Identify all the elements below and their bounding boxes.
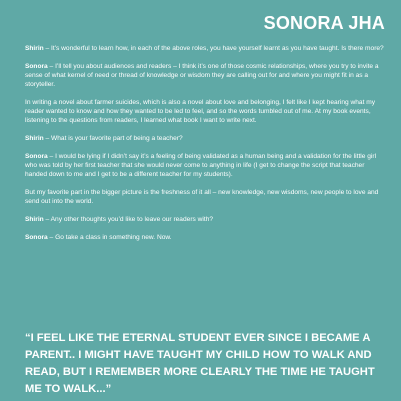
page-title: SONORA JHA xyxy=(263,13,385,33)
interview-body xyxy=(25,44,385,251)
speaker-name: Shirin xyxy=(25,216,44,224)
interview-paragraph xyxy=(25,62,385,90)
speaker-separator: – xyxy=(43,135,52,143)
paragraph-text: I’ll tell you about audiences and readers – I think it’s one of those cosmic relationships, where you try to invite a sense of what kernel of need or thread of knowledge or wisdom they are calling out for and where you might fit in as a storyteller. xyxy=(25,62,379,89)
speaker-separator: – xyxy=(43,216,51,224)
speaker-name: Sonora xyxy=(25,234,48,241)
paragraph-text: But my favorite part in the bigger picture is the freshness of it all – new knowledge, new wisdoms, new people to love and send out into the world. xyxy=(25,189,379,206)
paragraph-text: Any other thoughts you’d like to leave our readers with? xyxy=(50,216,214,224)
speaker-separator: – xyxy=(47,153,56,160)
interview-paragraph xyxy=(25,134,385,143)
paragraph-text: Go take a class in something new. Now. xyxy=(55,234,172,241)
interview-paragraph xyxy=(25,44,385,53)
paragraph-text: It’s wonderful to learn how, in each of the above roles, you have yourself learnt as you have taught. Is there more? xyxy=(51,45,384,52)
pull-quote: “I FEEL LIKE THE ETERNAL STUDENT EVER SINCE I BECAME A PARENT.. I MIGHT HAVE TAUGHT MY CHILD HOW TO WALK AND READ, BUT I REMEMBER MORE CLEARLY THE TIME HE TAUGHT ME TO WALK...” xyxy=(25,332,375,395)
interview-paragraph xyxy=(25,233,385,242)
speaker-name: Sonora xyxy=(25,62,48,70)
speaker-name: Sonora xyxy=(25,153,48,160)
interview-paragraph xyxy=(25,188,385,206)
paragraph-text: In writing a novel about farmer suicides, which is also a novel about love and belonging, I felt like I kept hearing what my reader wanted to know and how they wanted to be led to feel, and so the words tumbled out of me. At my book events, listening to the questions from readers, I learned what book I want to write next. xyxy=(25,99,376,125)
speaker-separator: – xyxy=(47,62,56,70)
interview-paragraph xyxy=(25,98,385,126)
paragraph-text: I would be lying if I didn’t say it’s a feeling of being validated as a human being and a validation for the little girl who was told by her first teacher that she would never come to anything in life (I get to change the script that teacher handed down to me and I get to be a different teacher for my students). xyxy=(25,153,377,179)
speaker-name: Shirin xyxy=(25,135,44,143)
paragraph-text: What is your favorite part of being a teacher? xyxy=(51,135,183,143)
speaker-name: Shirin xyxy=(25,45,44,52)
interview-paragraph xyxy=(25,152,385,180)
speaker-separator: – xyxy=(47,234,56,241)
interview-paragraph xyxy=(25,215,385,224)
speaker-separator: – xyxy=(43,45,52,52)
